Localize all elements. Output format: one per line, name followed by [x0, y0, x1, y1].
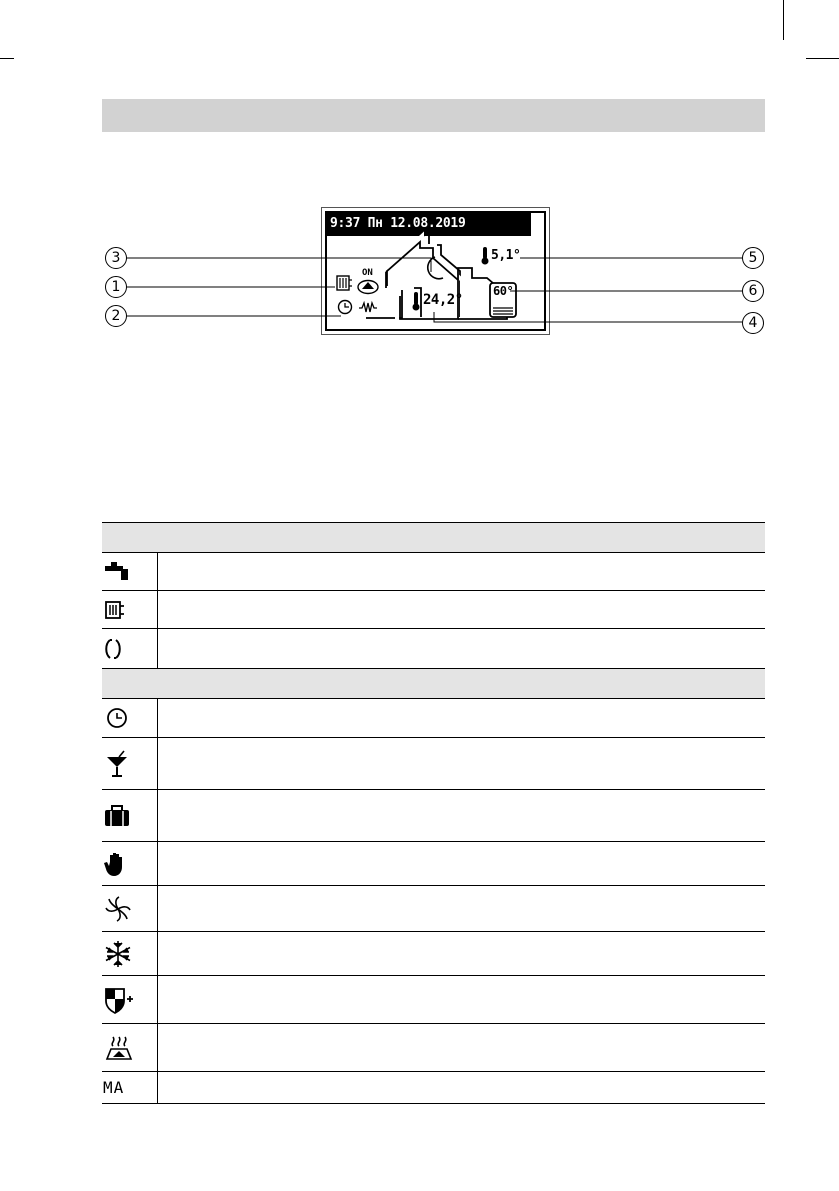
row-description — [158, 738, 766, 790]
icon-cell — [102, 842, 158, 886]
icon-cell — [102, 976, 158, 1024]
crop-mark-vertical — [783, 0, 784, 40]
callout-2: 2 — [105, 305, 127, 327]
icon-cell — [102, 553, 158, 591]
cocktail-icon — [103, 749, 133, 779]
table-row — [102, 790, 765, 842]
table-row — [102, 553, 765, 591]
suitcase-icon — [103, 803, 133, 829]
lcd-display — [321, 207, 550, 335]
callout-3: 3 — [105, 247, 127, 269]
heating-wave-icon — [359, 303, 377, 312]
table-row — [102, 1024, 765, 1072]
row-description — [158, 790, 766, 842]
lcd-scene — [322, 208, 551, 336]
crop-mark-horizontal-right — [806, 58, 839, 59]
table-row — [102, 699, 765, 738]
ma-label: MA — [103, 1078, 125, 1097]
dhw-temp-value: 60° — [493, 284, 514, 298]
row-description — [158, 1024, 766, 1072]
callout-1: 1 — [105, 276, 127, 298]
section-header-bar — [102, 99, 765, 132]
table-row — [102, 591, 765, 629]
lcd-datetime: 9:37 Пн 12.08.2019 — [326, 212, 531, 236]
clock-icon — [103, 705, 133, 731]
icon-cell — [102, 629, 158, 669]
pump-on-label: ON — [362, 268, 373, 278]
icon-cell — [102, 1072, 158, 1104]
row-description — [158, 553, 766, 591]
table-row — [102, 886, 765, 932]
hand-icon — [103, 850, 133, 878]
icon-cell — [102, 886, 158, 932]
thermometer-outdoor-icon — [482, 247, 489, 265]
table-row — [102, 629, 765, 669]
section-label — [102, 669, 765, 699]
radiator-status-icon — [337, 276, 352, 290]
tap-icon — [103, 560, 133, 584]
table-row — [102, 976, 765, 1024]
clock-status-icon — [339, 301, 352, 314]
table-row — [102, 932, 765, 976]
row-description — [158, 976, 766, 1024]
icon-cell — [102, 738, 158, 790]
table-row — [102, 738, 765, 790]
icon-cell — [102, 591, 158, 629]
cycle-icon — [103, 636, 133, 662]
row-description — [158, 629, 766, 669]
row-description — [158, 842, 766, 886]
section-label — [102, 523, 765, 553]
outdoor-temp-value: 5,1° — [491, 248, 521, 263]
table-row — [102, 1072, 765, 1104]
callout-lines — [0, 0, 839, 400]
row-description — [158, 1072, 766, 1104]
row-description — [158, 886, 766, 932]
table-section-header — [102, 669, 765, 699]
icon-cell — [102, 1024, 158, 1072]
callout-4: 4 — [742, 312, 764, 334]
icon-cell — [102, 932, 158, 976]
table-row — [102, 842, 765, 886]
table-section-header — [102, 523, 765, 553]
callout-6: 6 — [742, 280, 764, 302]
row-description — [158, 699, 766, 738]
indoor-temp-value: 24,2° — [423, 292, 463, 308]
row-description — [158, 591, 766, 629]
crop-mark-horizontal — [0, 58, 14, 59]
radiator-icon — [103, 598, 133, 622]
symbol-legend-table — [102, 522, 765, 1104]
snowflake-icon — [103, 939, 133, 969]
callout-5: 5 — [742, 247, 764, 269]
fan-icon — [103, 894, 133, 924]
hot-water-icon — [103, 1033, 135, 1063]
pump-icon — [358, 281, 378, 294]
shield-plus-icon — [103, 985, 135, 1015]
icon-cell — [102, 790, 158, 842]
icon-cell — [102, 699, 158, 738]
row-description — [158, 932, 766, 976]
